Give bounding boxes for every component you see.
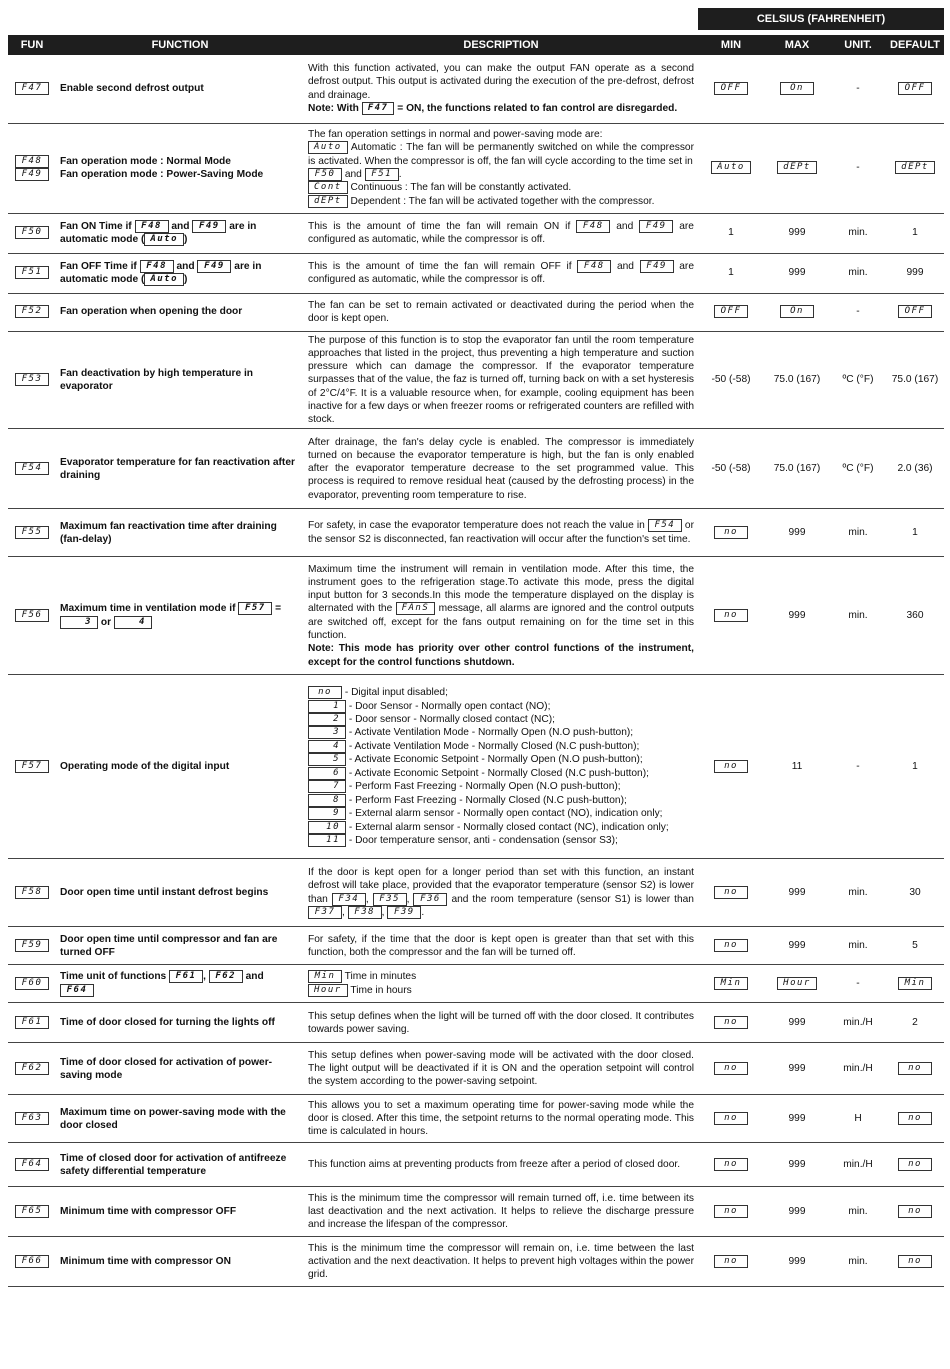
table-row xyxy=(8,675,944,859)
unit-value: min. xyxy=(830,253,886,293)
col-description-header: DESCRIPTION xyxy=(304,35,698,55)
table-row xyxy=(8,429,944,509)
fun-code: F60 xyxy=(15,977,49,990)
min-value: Auto xyxy=(711,161,751,174)
function-name: Time of door closed for activation of power-saving mode xyxy=(56,1043,304,1095)
min-value: no xyxy=(714,1205,748,1218)
fun-code: F50 xyxy=(15,226,49,239)
description xyxy=(304,675,698,859)
col-fun-header: FUN xyxy=(8,35,56,55)
max-value: 999 xyxy=(764,1143,830,1187)
table-row xyxy=(8,213,944,253)
description: The purpose of this function is to stop the evaporator fan until the room temperature approaches that listed in the project, thus preventing a high temperature and suction pressure which can damage the compressor. If the evaporator temperature surpasses that of the value, the faz is turned off, turning back on with a set hysteresis of 2°C/4°F. It is a valuable resource when, for example, cooling equipment has been inactive for a few days or when freezer rooms or refrigerated counters are refilled with stock. xyxy=(304,331,698,429)
function-name: Time of closed door for activation of antifreeze safety differential temperature xyxy=(56,1143,304,1187)
list-item: 2 - Door sensor - Normally closed contact (NC); xyxy=(308,713,694,726)
min-value: no xyxy=(714,526,748,539)
default-value: 1 xyxy=(886,213,944,253)
fun-code: F53 xyxy=(15,373,49,386)
unit-value: min./H xyxy=(830,1043,886,1095)
function-name: Maximum time on power-saving mode with the door closed xyxy=(56,1095,304,1143)
unit-value: min. xyxy=(830,509,886,557)
unit-value: - xyxy=(830,123,886,213)
min-value: no xyxy=(714,609,748,622)
default-value: 2.0 (36) xyxy=(886,429,944,509)
default-value: OFF xyxy=(898,82,932,95)
table-row xyxy=(8,55,944,123)
default-value: 2 xyxy=(886,1003,944,1043)
unit-value: ºC (°F) xyxy=(830,429,886,509)
fun-code: F66 xyxy=(15,1255,49,1268)
min-value: 1 xyxy=(698,253,764,293)
description: The fan operation settings in normal and power-saving mode are: Auto Automatic : The fan will be permanently switched on while the compressor is activated. When the compressor is off, the fan will cycle according to the time set in F50 and F51 . Cont Continuous : The fan will be constantly activated. dEPt Dependent : The fan will be activated together with the compressor. xyxy=(304,123,698,213)
default-value: Min xyxy=(898,977,932,990)
max-value: 999 xyxy=(764,557,830,675)
fun-code: F62 xyxy=(15,1062,49,1075)
description: This is the minimum time the compressor will remain on, i.e. time between the last activation and the next deactivation. It helps to prevent high voltages within the power grid. xyxy=(304,1237,698,1287)
description: This setup defines when the light will be turned off with the door closed. It contributes towards power saving. xyxy=(304,1003,698,1043)
min-value: no xyxy=(714,1016,748,1029)
default-value: no xyxy=(898,1062,932,1075)
table-row xyxy=(8,1003,944,1043)
max-value: 999 xyxy=(764,1237,830,1287)
min-value: OFF xyxy=(714,305,748,318)
default-value: no xyxy=(898,1255,932,1268)
default-value: no xyxy=(898,1158,932,1171)
col-default-header: DEFAULT xyxy=(886,35,944,55)
list-item: 8 - Perform Fast Freezing - Normally Closed (N.C push-button); xyxy=(308,794,694,807)
function-name: Time of door closed for turning the lights off xyxy=(56,1003,304,1043)
fun-code: F56 xyxy=(15,609,49,622)
min-value: 1 xyxy=(698,213,764,253)
max-value: 999 xyxy=(764,1003,830,1043)
min-value: Min xyxy=(714,977,748,990)
max-value: 999 xyxy=(764,1043,830,1095)
col-min-header: MIN xyxy=(698,35,764,55)
list-item: 1 - Door Sensor - Normally open contact (NO); xyxy=(308,700,694,713)
default-value: 1 xyxy=(886,675,944,859)
max-value: 75.0 (167) xyxy=(764,331,830,429)
description: Min Time in minutes Hour Time in hours xyxy=(304,965,698,1003)
max-value: 999 xyxy=(764,859,830,927)
fun-code: F64 xyxy=(15,1158,49,1171)
max-value: Hour xyxy=(777,977,817,990)
default-value: 30 xyxy=(886,859,944,927)
unit-value: min. xyxy=(830,1187,886,1237)
unit-value: min. xyxy=(830,859,886,927)
max-value: 999 xyxy=(764,927,830,965)
min-value: no xyxy=(714,760,748,773)
table-row xyxy=(8,927,944,965)
function-name: Operating mode of the digital input xyxy=(56,675,304,859)
fun-code: F51 xyxy=(15,266,49,279)
description: This function aims at preventing products from freeze after a period of closed door. xyxy=(304,1143,698,1187)
fun-code: F54 xyxy=(15,462,49,475)
fun-code: F58 xyxy=(15,886,49,899)
description: This allows you to set a maximum operating time for power-saving mode while the door is closed. After this time, the setpoint returns to the normal operating mode. This time is calculated in hours. xyxy=(304,1095,698,1143)
function-name: Fan ON Time if F48 and F49 are in automatic mode ( Auto ) xyxy=(56,213,304,253)
unit-value: min./H xyxy=(830,1143,886,1187)
parameter-table xyxy=(8,35,944,1287)
max-value: On xyxy=(780,305,814,318)
default-value: dEPt xyxy=(895,161,935,174)
table-header-row xyxy=(8,35,944,55)
function-name: Minimum time with compressor ON xyxy=(56,1237,304,1287)
min-value: -50 (-58) xyxy=(698,331,764,429)
min-value: no xyxy=(714,1255,748,1268)
max-value: 999 xyxy=(764,509,830,557)
function-name: Door open time until compressor and fan are turned OFF xyxy=(56,927,304,965)
min-value: no xyxy=(714,886,748,899)
unit-value: H xyxy=(830,1095,886,1143)
celsius-fahrenheit-header: CELSIUS (FAHRENHEIT) xyxy=(698,8,944,30)
unit-value: min. xyxy=(830,557,886,675)
function-name: Maximum time in ventilation mode if F57 = 3 or 4 xyxy=(56,557,304,675)
fun-code: F61 xyxy=(15,1016,49,1029)
unit-value: min. xyxy=(830,927,886,965)
description: For safety, in case the evaporator temperature does not reach the value in F54 or the sensor S2 is disconnected, fan reactivation will occur after the function's set time. xyxy=(304,509,698,557)
function-name: Fan OFF Time if F48 and F49 are in automatic mode ( Auto ) xyxy=(56,253,304,293)
description: Maximum time the instrument will remain in ventilation mode. After this time, the instrument goes to the refrigeration stage.To activate this mode, press the digital input button for 3 seconds.In this mode the temperature displayed on the display is alternated with the FAnS message, all alarms are ignored and the control outputs are switched off, except for the fans output remaining on for the time set in this function. Note: This mode has priority over other control functions of the instrument, except for the control functions shutdown. xyxy=(304,557,698,675)
fun-code: F52 xyxy=(15,305,49,318)
fun-code: F65 xyxy=(15,1205,49,1218)
max-value: 999 xyxy=(764,1095,830,1143)
unit-value: min. xyxy=(830,1237,886,1287)
unit-value: min./H xyxy=(830,1003,886,1043)
default-value: 360 xyxy=(886,557,944,675)
fun-code: F47 xyxy=(15,82,49,95)
fun-code: F57 xyxy=(15,760,49,773)
unit-value: - xyxy=(830,293,886,331)
table-row xyxy=(8,509,944,557)
fun-code: F59 xyxy=(15,939,49,952)
table-row xyxy=(8,1237,944,1287)
col-max-header: MAX xyxy=(764,35,830,55)
list-item: 10 - External alarm sensor - Normally closed contact (NC), indication only; xyxy=(308,821,694,834)
list-item: 5 - Activate Economic Setpoint - Normally Open (N.O push-button); xyxy=(308,753,694,766)
function-name: Time unit of functions F61 , F62 and F64 xyxy=(56,965,304,1003)
unit-value: min. xyxy=(830,213,886,253)
description: This is the amount of time the fan will remain ON if F48 and F49 are configured as automatic, while the compressor is off. xyxy=(304,213,698,253)
col-function-header: FUNCTION xyxy=(56,35,304,55)
min-value: OFF xyxy=(714,82,748,95)
table-row xyxy=(8,557,944,675)
list-item: 9 - External alarm sensor - Normally open contact (NO), indication only; xyxy=(308,807,694,820)
description: This is the minimum time the compressor will remain turned off, i.e. time between its last deactivation and the next activation. It helps to relieve the discharge pressure and increase the lifespan of the compressor. xyxy=(304,1187,698,1237)
default-value: 999 xyxy=(886,253,944,293)
fun-code: F63 xyxy=(15,1112,49,1125)
default-value: 1 xyxy=(886,509,944,557)
max-value: 999 xyxy=(764,213,830,253)
table-row xyxy=(8,1187,944,1237)
function-name: Fan deactivation by high temperature in evaporator xyxy=(56,331,304,429)
max-value: 75.0 (167) xyxy=(764,429,830,509)
description: With this function activated, you can make the output FAN operate as a second defrost output. This output is activated during the execution of the pre-defrost, defrost and drainage. Note: With F47 = ON, the functions related to fan control are disregarded. xyxy=(304,55,698,123)
fun-code: F55 xyxy=(15,526,49,539)
default-value: no xyxy=(898,1112,932,1125)
function-name: Fan operation when opening the door xyxy=(56,293,304,331)
list-item: 7 - Perform Fast Freezing - Normally Open (N.O push-button); xyxy=(308,780,694,793)
default-value: 75.0 (167) xyxy=(886,331,944,429)
list-item: 4 - Activate Ventilation Mode - Normally Closed (N.C push-button); xyxy=(308,740,694,753)
unit-value: - xyxy=(830,55,886,123)
default-value: OFF xyxy=(898,305,932,318)
description: This is the amount of time the fan will remain OFF if F48 and F49 are configured as automatic, while the compressor is off. xyxy=(304,253,698,293)
function-name: Enable second defrost output xyxy=(56,55,304,123)
description: For safety, if the time that the door is kept open is greater than that set with this function, both the compressor and the fan will be turned off. xyxy=(304,927,698,965)
min-value: no xyxy=(714,1158,748,1171)
list-item: 6 - Activate Economic Setpoint - Normally Closed (N.C push-button); xyxy=(308,767,694,780)
table-row xyxy=(8,293,944,331)
max-value: dEPt xyxy=(777,161,817,174)
min-value: no xyxy=(714,1112,748,1125)
table-row xyxy=(8,1095,944,1143)
description: The fan can be set to remain activated or deactivated during the period when the door is kept open. xyxy=(304,293,698,331)
default-value: no xyxy=(898,1205,932,1218)
description: After drainage, the fan's delay cycle is enabled. The compressor is immediately turned on because the evaporator temperature is high, but the fan is only enabled after the evaporator temperature decrease to the set programmed value. This process is required to remove residual heat (caused by the defrosting process) in the evaporator, preventing room temperature to rise. xyxy=(304,429,698,509)
unit-value: - xyxy=(830,675,886,859)
min-value: -50 (-58) xyxy=(698,429,764,509)
function-name: Fan operation mode : Normal Mode Fan operation mode : Power-Saving Mode xyxy=(56,123,304,213)
table-row xyxy=(8,965,944,1003)
min-value: no xyxy=(714,1062,748,1075)
max-value: On xyxy=(780,82,814,95)
table-row xyxy=(8,1143,944,1187)
min-value: no xyxy=(714,939,748,952)
default-value: 5 xyxy=(886,927,944,965)
unit-value: - xyxy=(830,965,886,1003)
function-name: Evaporator temperature for fan reactivation after draining xyxy=(56,429,304,509)
function-name: Door open time until instant defrost begins xyxy=(56,859,304,927)
table-row xyxy=(8,253,944,293)
col-unit-header: UNIT. xyxy=(830,35,886,55)
fun-code: F49 xyxy=(15,168,49,181)
function-name: Minimum time with compressor OFF xyxy=(56,1187,304,1237)
table-row xyxy=(8,859,944,927)
max-value: 999 xyxy=(764,1187,830,1237)
list-item: 11 - Door temperature sensor, anti - condensation (sensor S3); xyxy=(308,834,694,847)
description: This setup defines when power-saving mode will be activated with the door closed. The light output will be deactivated if it is ON and the operation setpoint will control the system according to the power-saving setpoint. xyxy=(304,1043,698,1095)
max-value: 999 xyxy=(764,253,830,293)
function-name: Maximum fan reactivation time after draining (fan-delay) xyxy=(56,509,304,557)
table-row xyxy=(8,123,944,213)
list-item: 3 - Activate Ventilation Mode - Normally Open (N.O push-button); xyxy=(308,726,694,739)
unit-value: ºC (°F) xyxy=(830,331,886,429)
table-row xyxy=(8,331,944,429)
table-row xyxy=(8,1043,944,1095)
list-item: no - Digital input disabled; xyxy=(308,686,694,699)
description: If the door is kept open for a longer period than set with this function, an instant defrost will take place, provided that the evaporator temperature (sensor S2) is lower than F34 , F35 , F36 and the room temperature (sensor S1) is lower than F37 , F38 , F39 . xyxy=(304,859,698,927)
fun-code: F48 xyxy=(15,155,49,168)
max-value: 11 xyxy=(764,675,830,859)
